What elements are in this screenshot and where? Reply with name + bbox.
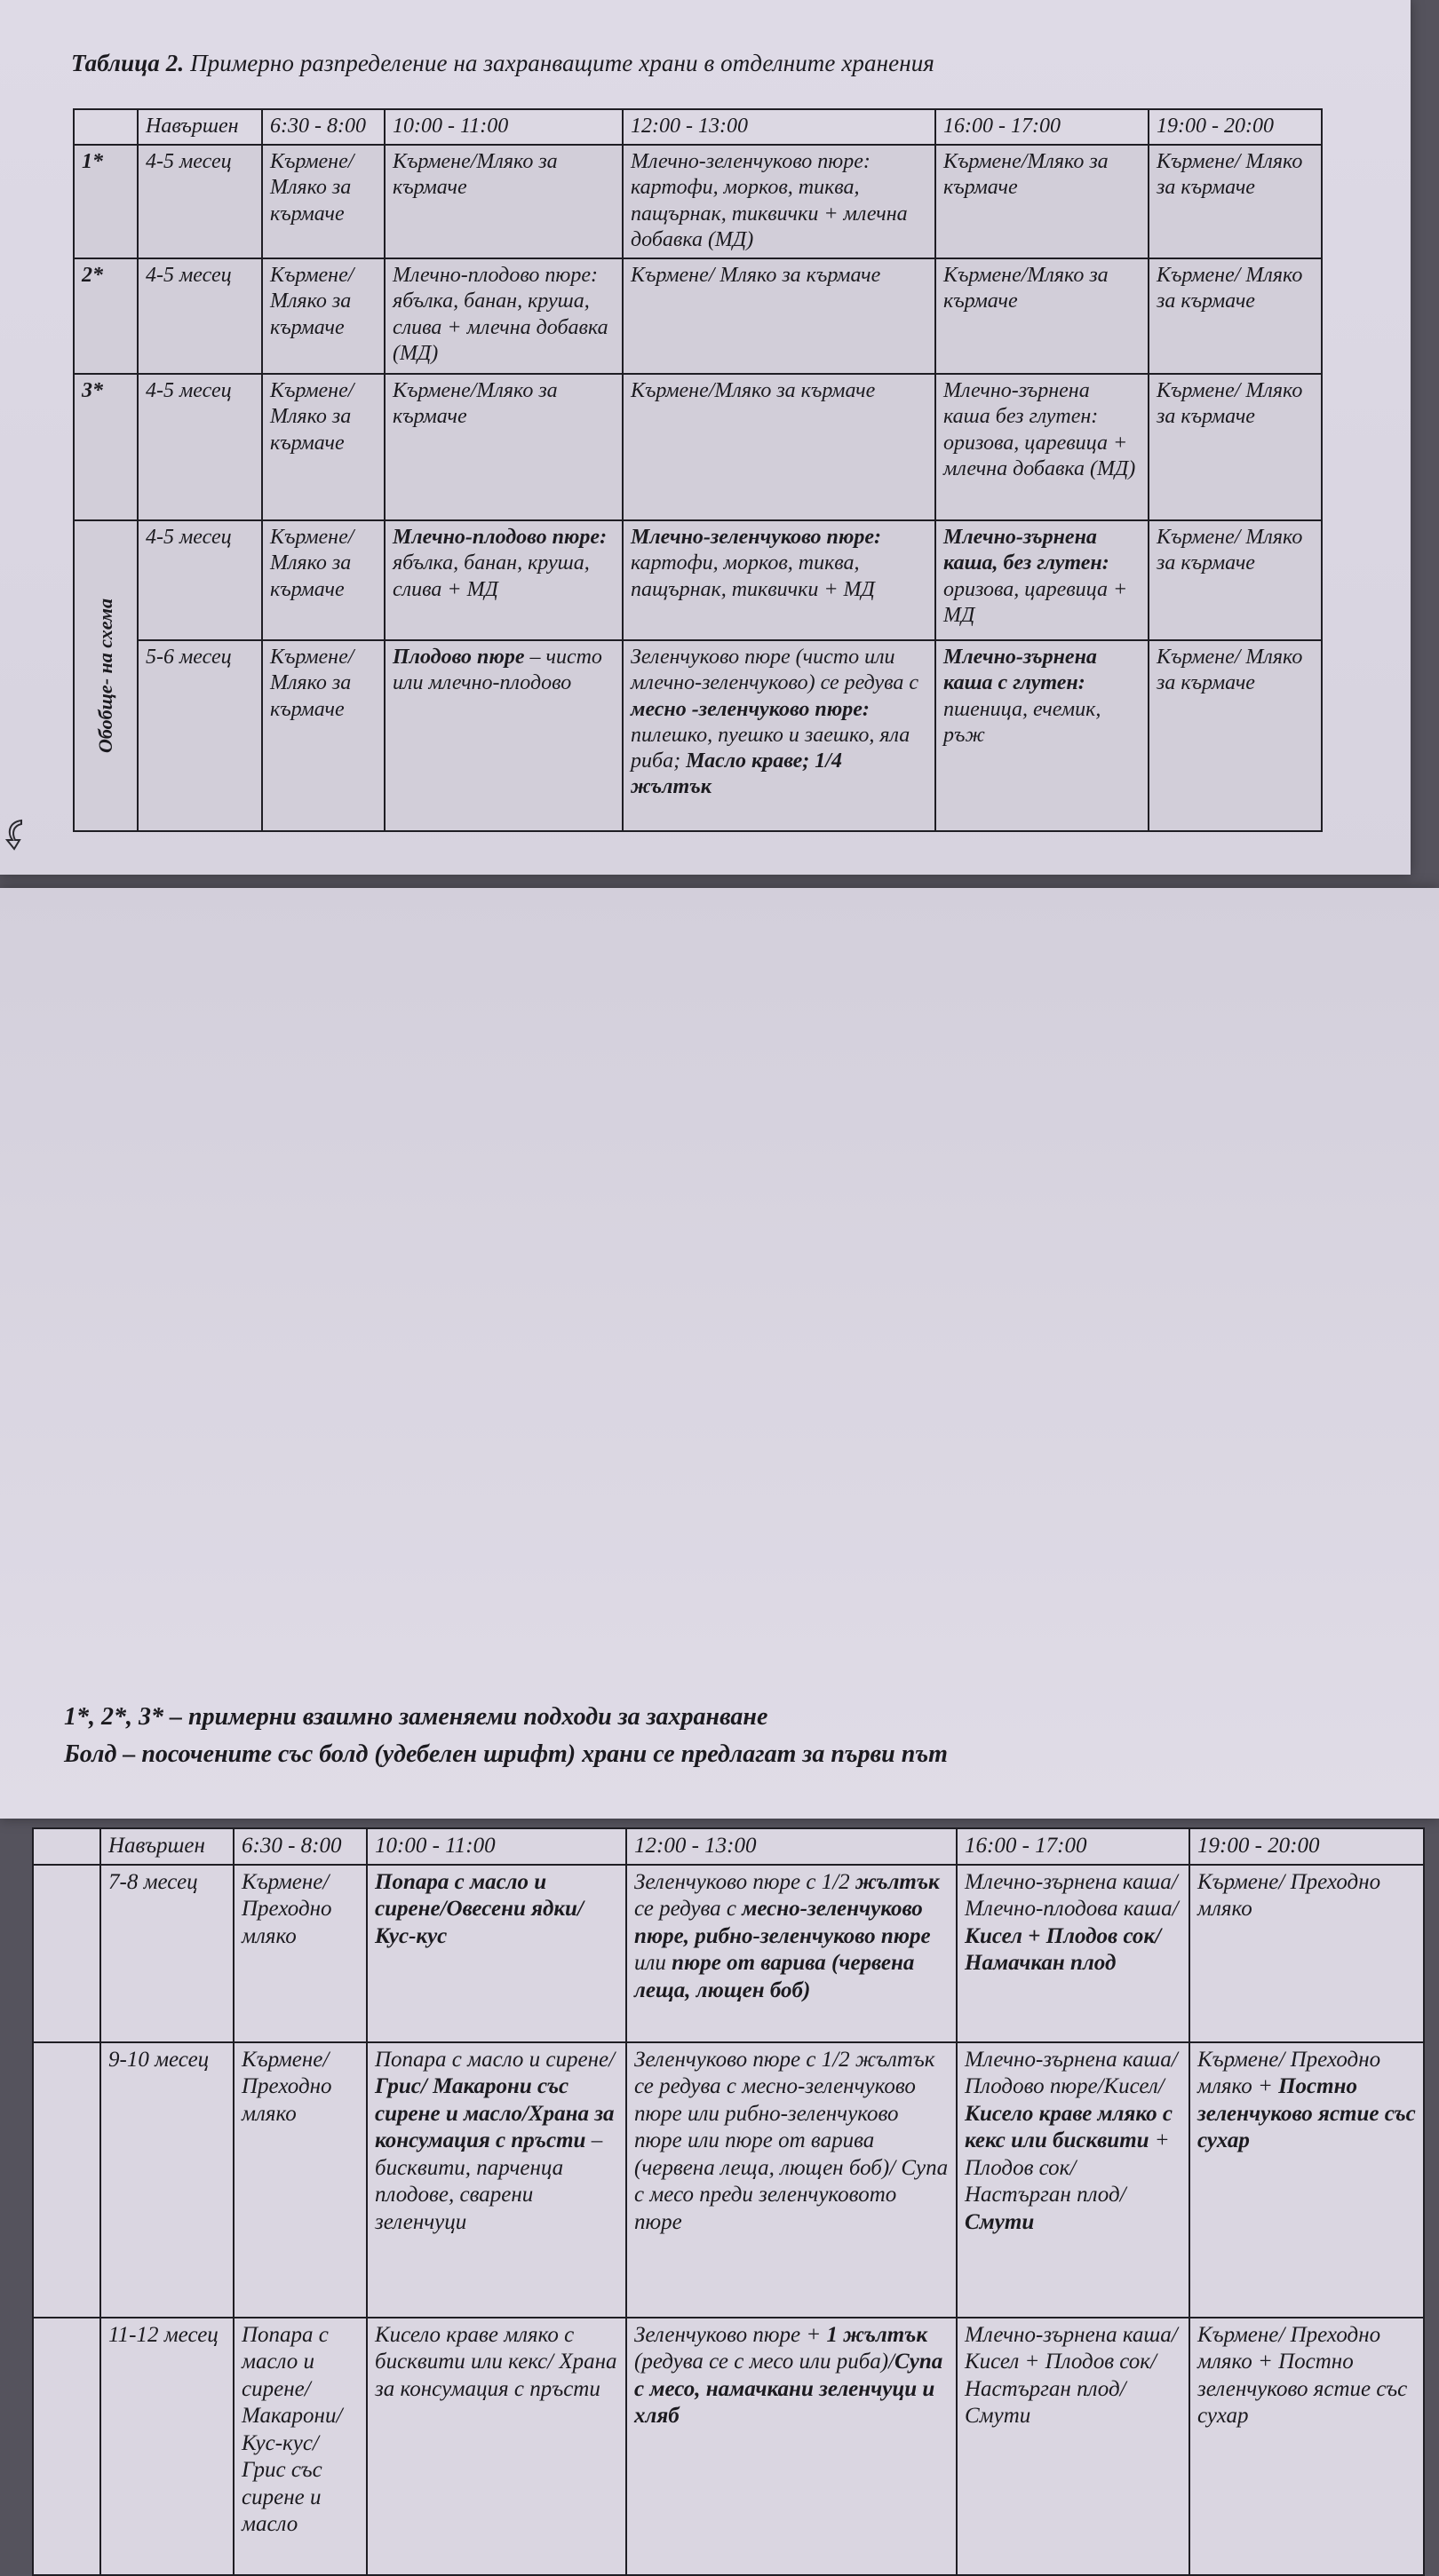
- row-label: [33, 2318, 100, 2575]
- meal-cell: Кърмене/ Преходно мляко + Постно зеленчуково ястие със сухар: [1189, 2318, 1424, 2575]
- meal-text: Попара с масло и сирене/: [375, 2047, 616, 2072]
- meal-text: – чисто или млечно-плодово: [393, 646, 602, 695]
- row-label: [33, 1865, 100, 2042]
- table-row: [33, 2318, 1424, 2575]
- meal-cell: Кърмене/ Мляко за кърмаче: [623, 258, 935, 374]
- top-page: [0, 0, 1411, 875]
- meal-bold: Млечно-зърнена каша, без глутен:: [943, 526, 1109, 575]
- meal-cell: Попара с масло и сирене/Овесени ядки/Кус-кус: [367, 1865, 626, 2042]
- meal-cell: Кърмене/ Мляко за кърмаче: [262, 520, 385, 640]
- row-label: 3*: [74, 374, 138, 520]
- meal-bold: Смути: [965, 2209, 1035, 2234]
- meal-cell: Кърмене/Мляко за кърмаче: [385, 374, 623, 520]
- table-row: [74, 145, 1322, 258]
- meal-cell: [935, 640, 1149, 831]
- header-age: Навършен: [138, 109, 262, 145]
- age-cell: 7-8 месец: [100, 1865, 234, 2042]
- meal-bold: Плодово пюре: [393, 646, 525, 669]
- meal-text: – бисквити, парченца плодове, сварени зеленчуци: [375, 2128, 603, 2234]
- summary-label: Обобще- на схема: [93, 598, 116, 753]
- meal-cell: [385, 640, 623, 831]
- meal-text: Зеленчуково пюре (чисто или млечно-зеленчуково) се редува с: [631, 646, 919, 695]
- header-cell-empty: [33, 1828, 100, 1865]
- meal-text: Зеленчуково пюре +: [634, 2322, 827, 2347]
- meal-cell: Кърмене/ Мляко за кърмаче: [262, 258, 385, 374]
- meal-cell: [623, 640, 935, 831]
- meal-bold: Млечно-плодово пюре:: [393, 526, 608, 549]
- age-cell: 5-6 месец: [138, 640, 262, 831]
- table-row: [74, 258, 1322, 374]
- meal-cell: Кърмене/Мляко за кърмаче: [935, 258, 1149, 374]
- meal-bold: Масло краве; 1/4 жълтък: [631, 749, 842, 799]
- header-time-1: 6:30 - 8:00: [234, 1828, 367, 1865]
- meal-bold: Кисел + Плодов сок/Намачкан плод: [965, 1923, 1162, 1975]
- meal-text: ябълка, банан, круша, слива + МД: [393, 551, 590, 601]
- meal-cell: Кърмене/ Мляко за кърмаче: [1149, 145, 1322, 258]
- meal-cell: Млечно-плодово пюре: ябълка, банан, круша, слива + млечна добавка (МД): [385, 258, 623, 374]
- meal-text: Кърмене/ Преходно мляко +: [1197, 2047, 1381, 2098]
- meal-cell: Кърмене/ Преходно мляко: [1189, 1865, 1424, 2042]
- meal-cell: Кърмене/ Мляко за кърмаче: [1149, 374, 1322, 520]
- age-cell: 11-12 месец: [100, 2318, 234, 2575]
- meal-cell: Млечно-зърнена каша/Кисел + Плодов сок/ Настърган плод/ Смути: [957, 2318, 1189, 2575]
- header-time-2: 10:00 - 11:00: [385, 109, 623, 145]
- header-time-3: 12:00 - 13:00: [623, 109, 935, 145]
- meal-bold: 1 жълтък: [826, 2322, 928, 2347]
- meal-cell: Кърмене/ Мляко за кърмаче: [262, 145, 385, 258]
- meal-bold: месно -зеленчуково пюре:: [631, 697, 870, 721]
- header-row: [33, 1828, 1424, 1865]
- meal-text: + Плодов сок/ Настърган плод/: [965, 2128, 1170, 2207]
- meal-cell: [626, 1865, 957, 2042]
- meal-text: пилешко, пуешко и заешко, яла риба;: [631, 723, 910, 773]
- meal-text: Зеленчуково пюре с 1/2: [634, 1869, 855, 1894]
- age-cell: 4-5 месец: [138, 258, 262, 374]
- meal-cell: [957, 1865, 1189, 2042]
- age-cell: 9-10 месец: [100, 2042, 234, 2318]
- meal-cell: Кърмене/ Мляко за кърмаче: [262, 640, 385, 831]
- meal-bold: жълтък: [855, 1869, 940, 1894]
- meal-cell: Попара с масло и сирене/ Макарони/ Кус-кус/ Грис със сирене и масло: [234, 2318, 367, 2575]
- header-time-5: 19:00 - 20:00: [1189, 1828, 1424, 1865]
- meal-cell: Кърмене/Мляко за кърмаче: [623, 374, 935, 520]
- header-time-5: 19:00 - 20:00: [1149, 109, 1322, 145]
- age-cell: 4-5 месец: [138, 145, 262, 258]
- footnote-approaches: [64, 1703, 767, 1732]
- meal-cell: Млечно-зеленчуково пюре: картофи, морков, тиква, пащърнак, тиквички + млечна добавка (МД): [623, 145, 935, 258]
- table-row: [33, 1865, 1424, 2042]
- footnote-bold: 1*, 2*, 3*: [64, 1703, 163, 1731]
- meal-cell: [935, 520, 1149, 640]
- header-time-4: 16:00 - 17:00: [935, 109, 1149, 145]
- header-age: Навършен: [100, 1828, 234, 1865]
- feeding-table-top: [73, 108, 1323, 832]
- meal-bold: Грис/ Макарони със сирене и масло/Храна за консумация с пръсти: [375, 2074, 615, 2152]
- meal-cell: [957, 2042, 1189, 2318]
- header-time-2: 10:00 - 11:00: [367, 1828, 626, 1865]
- meal-bold: Млечно-зеленчуково пюре:: [631, 526, 882, 549]
- meal-text: картофи, морков, тиква, пащърнак, тиквички + МД: [631, 551, 875, 601]
- meal-cell: Кисело краве мляко с бисквити или кекс/ Храна за консумация с пръсти: [367, 2318, 626, 2575]
- meal-cell: Кърмене/ Мляко за кърмаче: [1149, 520, 1322, 640]
- table-row: [74, 520, 1322, 640]
- header-time-4: 16:00 - 17:00: [957, 1828, 1189, 1865]
- bottom-page: [0, 888, 1439, 2536]
- header-time-3: 12:00 - 13:00: [626, 1828, 957, 1865]
- meal-text: Млечно-зърнена каша/Плодово пюре/Кисел/: [965, 2047, 1178, 2098]
- footnote-text: – примерни взаимно заменяеми подходи за захранване: [163, 1703, 768, 1731]
- table-caption: [71, 50, 934, 77]
- meal-bold: Млечно-зърнена каша с глутен:: [943, 646, 1097, 695]
- footnote-bold-legend: [64, 1740, 948, 1769]
- summary-label-cell: [74, 520, 138, 831]
- caption-text: Примерно разпределение на захранващите храни в отделните хранения: [190, 50, 934, 76]
- meal-cell: Кърмене/ Преходно мляко: [234, 2042, 367, 2318]
- age-cell: 4-5 месец: [138, 374, 262, 520]
- meal-text: Млечно-зърнена каша/Млечно-плодова каша/: [965, 1869, 1179, 1921]
- meal-cell: [626, 2318, 957, 2575]
- meal-cell: Кърмене/ Мляко за кърмаче: [1149, 258, 1322, 374]
- header-cell-empty: [74, 109, 138, 145]
- feeding-table-bottom: [32, 1827, 1425, 2576]
- table-row: [33, 2042, 1424, 2318]
- meal-cell: [623, 520, 935, 640]
- meal-cell: Зеленчуково пюре с 1/2 жълтък се редува с месно-зеленчуково пюре или рибно-зеленчуково пюре или пюре от варива (червена леща, лющен боб)/ Супа с месо преди зеленчуковото пюре: [626, 2042, 957, 2318]
- meal-cell: Кърмене/ Мляко за кърмаче: [262, 374, 385, 520]
- meal-cell: Кърмене/ Мляко за кърмаче: [1149, 640, 1322, 831]
- table-row: [74, 640, 1322, 831]
- header-time-1: 6:30 - 8:00: [262, 109, 385, 145]
- meal-bold: Супа с месо, намачкани зеленчуци и хляб: [634, 2350, 943, 2428]
- table-row: [74, 374, 1322, 520]
- row-label: 2*: [74, 258, 138, 374]
- row-label: 1*: [74, 145, 138, 258]
- age-cell: 4-5 месец: [138, 520, 262, 640]
- turn-arrow-icon: [2, 817, 28, 852]
- meal-text: оризова, царевица + МД: [943, 577, 1128, 627]
- meal-cell: Кърмене/ Преходно мляко: [234, 1865, 367, 2042]
- meal-cell: Кърмене/Мляко за кърмаче: [385, 145, 623, 258]
- meal-cell: [367, 2042, 626, 2318]
- meal-text: се редува с: [634, 1897, 743, 1921]
- footnote-bold: Болд: [64, 1740, 117, 1768]
- meal-cell: [1189, 2042, 1424, 2318]
- meal-cell: Кърмене/Мляко за кърмаче: [935, 145, 1149, 258]
- meal-bold: Кисело краве мляко с кекс или бисквити: [965, 2101, 1173, 2152]
- meal-text: или: [634, 1951, 672, 1975]
- meal-cell: [385, 520, 623, 640]
- meal-cell: Млечно-зърнена каша без глутен: оризова, царевица + млечна добавка (МД): [935, 374, 1149, 520]
- meal-text: (редува се с месо или риба)/: [634, 2350, 895, 2374]
- meal-bold: Постно зеленчуково ястие със сухар: [1197, 2074, 1416, 2152]
- meal-text: пшеница, ечемик, ръж: [943, 697, 1101, 747]
- meal-bold: пюре от варива (червена леща, лющен боб): [634, 1951, 915, 2002]
- footnote-text: – посочените със болд (удебелен шрифт) храни се предлагат за първи път: [116, 1740, 948, 1768]
- meal-bold: месно-зеленчуково пюре, рибно-зеленчуково пюре: [634, 1897, 931, 1948]
- caption-label: Таблица 2.: [71, 50, 185, 76]
- header-row: [74, 109, 1322, 145]
- row-label: [33, 2042, 100, 2318]
